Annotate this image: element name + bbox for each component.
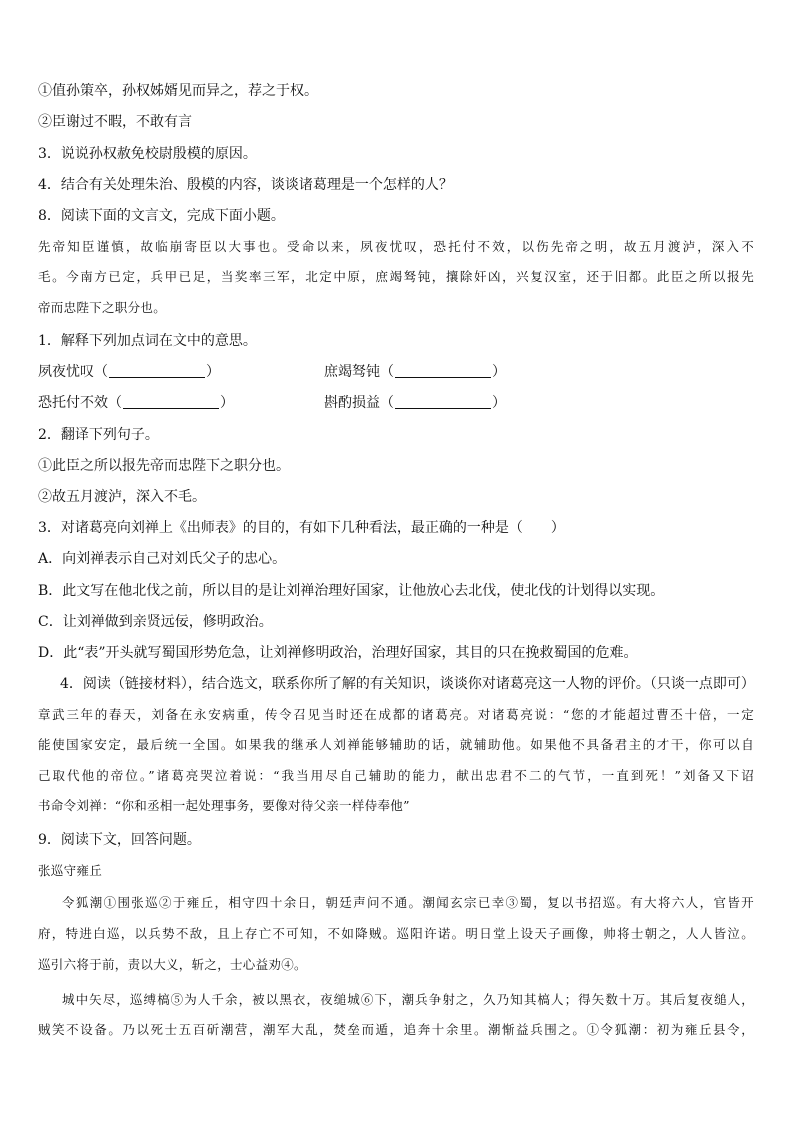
q9-line: 贼笑不设备。乃以死士五百斫潮营，潮军大乱，焚垒而遁，追奔十余里。潮惭益兵围之。①令狐潮：初为雍丘县令， bbox=[38, 1022, 754, 1037]
q4-title: 4．阅读（链接材料），结合选文，联系你所了解的有关知识，谈谈你对诸葛亮这一人物的评价。（只谈一点即可） bbox=[60, 676, 755, 692]
q4-line: 己取代他的帝位。”诸葛亮哭泣着说：“我当用尽自己辅助的能力，献出忠君不二的气节，一直到死！”刘备又下诏 bbox=[38, 768, 754, 783]
answer-blank[interactable] bbox=[109, 365, 205, 378]
question-8-heading: 8．阅读下面的文言文，完成下面小题。 bbox=[38, 208, 285, 224]
q1-word: 恐托付不效 bbox=[38, 395, 108, 411]
q1-item: 斟酌损益（ ） bbox=[324, 395, 506, 411]
q9-title: 9．阅读下文，回答问题。 bbox=[38, 832, 201, 848]
passage-line: 先帝知臣谨慎，故临崩寄臣以大事也。受命以来，夙夜忧叹，恐托付不效，以伤先帝之明，故五月渡泸，深入不 bbox=[38, 239, 754, 254]
q3-title: 3．对诸葛亮向刘禅上《出师表》的目的，有如下几种看法，最正确的一种是（ ） bbox=[38, 520, 565, 536]
q3-option-d[interactable]: D．此“表”开头就写蜀国形势危急，让刘禅修明政治，治理好国家，其目的只在挽救蜀国的危难。 bbox=[38, 645, 638, 661]
q4-line: 章武三年的春天，刘备在永安病重，传令召见当时还在成都的诸葛亮。对诸葛亮说：“您的才能超过曹丕十倍，一定 bbox=[38, 707, 754, 722]
question-3: 3．说说孙权赦免校尉殷模的原因。 bbox=[38, 146, 257, 162]
text-line: ②臣谢过不暇，不敢有言 bbox=[38, 114, 192, 130]
q3-option-b[interactable]: B．此文写在他北伐之前，所以目的是让刘禅治理好国家，让他放心去北伐，使北伐的计划得以实现。 bbox=[38, 583, 665, 599]
q1-item: 夙夜忧叹（ ） bbox=[38, 364, 220, 380]
q1-word: 斟酌损益 bbox=[324, 395, 380, 411]
q1-item: 庶竭驽钝（ ） bbox=[324, 364, 506, 380]
q9-line: 巡引六将于前，责以大义，斩之，士心益劝④。 bbox=[38, 957, 307, 972]
answer-blank[interactable] bbox=[123, 396, 219, 409]
q4-line: 能使国家安定，最后统一全国。如果我的继承人刘禅能够辅助的话，就辅助他。如果他不具备君主的才干，你可以自 bbox=[38, 737, 754, 752]
q2-sentence: ②故五月渡泸，深入不毛。 bbox=[38, 489, 206, 505]
text-line: ①值孙策卒，孙权姊婿见而异之，荐之于权。 bbox=[38, 83, 318, 99]
q9-line: 府，特进白巡，以兵势不敌，且上存亡不可知，不如降贼。巡阳许诺。明日堂上设天子画像，帅将士朝之，人人皆泣。 bbox=[38, 926, 754, 941]
q1-item: 恐托付不效（ ） bbox=[38, 395, 234, 411]
q9-subtitle: 张巡守雍丘 bbox=[38, 863, 103, 878]
answer-blank[interactable] bbox=[395, 396, 491, 409]
q2-sentence: ①此臣之所以报先帝而忠陛下之职分也。 bbox=[38, 458, 290, 474]
question-4: 4．结合有关处理朱治、殷模的内容，谈谈诸葛理是一个怎样的人？ bbox=[38, 177, 453, 193]
q3-option-a[interactable]: A．向刘禅表示自己对刘氏父子的忠心。 bbox=[38, 551, 287, 567]
q9-line: 令狐潮①围张巡②于雍丘，相守四十余日，朝廷声问不通。潮闻玄宗已幸③蜀，复以书招巡。有大将六人，官皆开 bbox=[62, 895, 754, 910]
q3-option-c[interactable]: C．让刘禅做到亲贤远佞，修明政治。 bbox=[38, 614, 273, 630]
q9-line: 城中矢尽，巡缚槁⑤为人千余，被以黑衣，夜缒城⑥下，潮兵争射之，久乃知其槁人；得矢数十万。其后复夜缒人， bbox=[62, 992, 754, 1007]
q1-word: 夙夜忧叹 bbox=[38, 364, 94, 380]
passage-line: 毛。今南方已定，兵甲已足，当奖率三军，北定中原，庶竭驽钝，攘除奸凶，兴复汉室，还于旧都。此臣之所以报先 bbox=[38, 269, 754, 284]
q2-title: 2．翻译下列句子。 bbox=[38, 427, 159, 443]
passage-line: 帝而忠陛下之职分也。 bbox=[38, 300, 167, 315]
q4-line: 书命令刘禅：“你和丞相一起处理事务，要像对待父亲一样侍奉他” bbox=[38, 798, 410, 813]
q1-word: 庶竭驽钝 bbox=[324, 364, 380, 380]
q1-title: 1．解释下列加点词在文中的意思。 bbox=[38, 333, 257, 349]
answer-blank[interactable] bbox=[395, 365, 491, 378]
